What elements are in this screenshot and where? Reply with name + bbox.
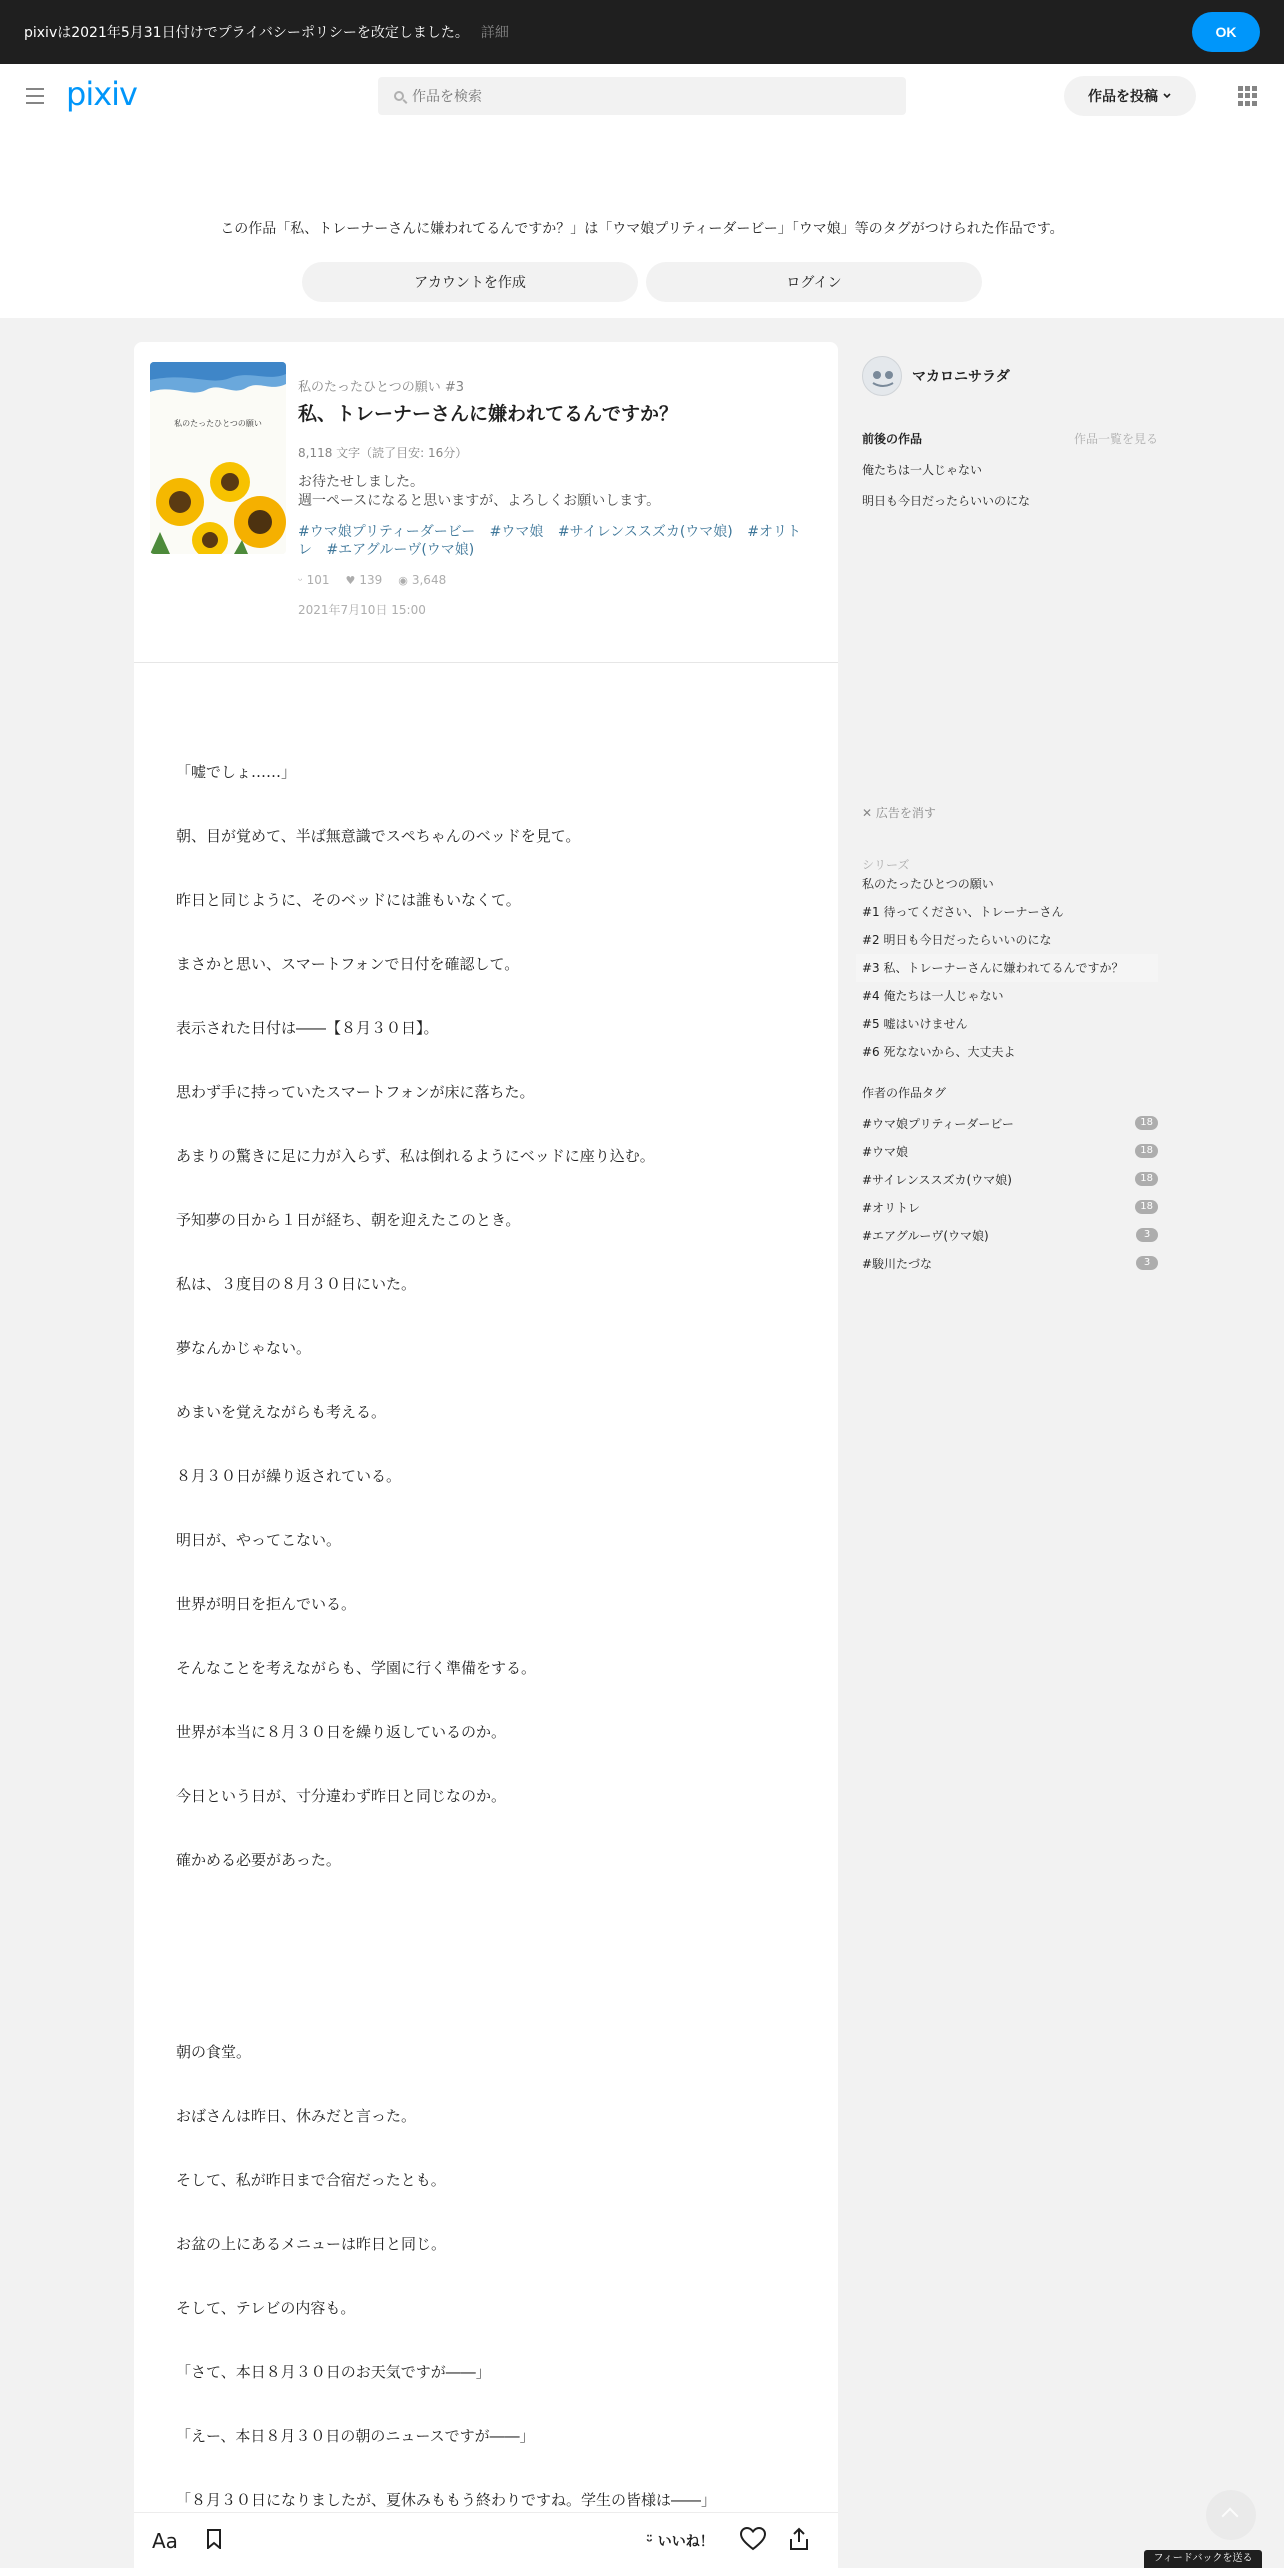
body-paragraph: 世界が本当に８月３０日を繰り返しているのか。 <box>176 1723 507 1741</box>
see-all-works-link[interactable]: 作品一覧を見る <box>1073 432 1158 446</box>
share-icon[interactable] <box>788 2527 810 2551</box>
post-work-button[interactable] <box>1064 76 1196 116</box>
author-tag-item[interactable] <box>862 1165 1158 1193</box>
author-tag-item[interactable] <box>862 1193 1158 1221</box>
tag-link[interactable]: #ウマ娘プリティーダービー <box>298 524 476 540</box>
body-paragraph: 「えー、本日８月３０日の朝のニュースですが――」 <box>176 2427 535 2445</box>
body-paragraph: そして、私が昨日まで合宿だったとも。 <box>176 2171 446 2189</box>
body-paragraph: 明日が、やってこない。 <box>176 1531 342 1549</box>
font-settings-button[interactable]: Aa <box>152 2529 178 2553</box>
tag-name: #エアグルーヴ(ウマ娘) <box>862 1228 989 1243</box>
adjacent-works-title: 前後の作品 <box>862 432 923 446</box>
series-episode-link[interactable]: #4 俺たちは一人じゃない <box>862 989 1004 1003</box>
tag-name: #サイレンススズカ(ウマ娘) <box>862 1172 1012 1187</box>
tag-count-badge: 3 <box>1136 1256 1158 1270</box>
work-caption <box>298 473 818 511</box>
body-paragraph: 表示された日付は――【８月３０日】。 <box>176 1019 439 1037</box>
body-paragraph: 「８月３０日になりましたが、夏休みももう終わりですね。学生の皆様は――」 <box>176 2491 717 2509</box>
notice-ok-button[interactable]: OK <box>1192 12 1260 52</box>
body-paragraph: 「さて、本日８月３０日のお天気ですが――」 <box>176 2363 491 2381</box>
author-tag-item[interactable] <box>862 1137 1158 1165</box>
author-tag-item[interactable] <box>862 1249 1158 1277</box>
notice-text: pixivは2021年5月31日付けでプライバシーポリシーを改定しました。 <box>24 25 469 41</box>
apps-grid-icon[interactable] <box>1238 86 1258 106</box>
work-tags <box>298 523 818 559</box>
divider <box>134 662 838 663</box>
series-title-link[interactable]: 私のたったひとつの願い #3 <box>298 380 465 395</box>
body-paragraph: 夢なんかじゃない。 <box>176 1339 312 1357</box>
sunflower-illustration <box>150 362 286 554</box>
caption-line: 週一ペースになると思いますが、よろしくお願いします。 <box>298 493 661 509</box>
char-count: 8,118 文字（読了目安: 16分） <box>298 446 468 460</box>
body-paragraph: 昨日と同じように、そのベッドには誰もいなくて。 <box>176 891 521 909</box>
signup-banner <box>0 128 1284 318</box>
body-paragraph: 今日という日が、寸分違わず昨日と同じなのか。 <box>176 1787 507 1805</box>
svg-text:私のたったひとつの願い: 私のたったひとつの願い <box>174 419 262 428</box>
tag-count-badge: 18 <box>1135 1144 1158 1158</box>
tag-name: #オリトレ <box>862 1200 921 1215</box>
close-icon: ✕ <box>862 806 876 820</box>
tag-name: #駿川たづな <box>862 1256 933 1271</box>
body-paragraph: そんなことを考えながらも、学園に行く準備をする。 <box>176 1659 537 1677</box>
tag-name: #ウマ娘 <box>862 1144 909 1159</box>
series-episode-current[interactable]: #3 私、トレーナーさんに嫌われてるんですか？ <box>856 954 1158 982</box>
chevron-down-icon <box>1162 91 1172 101</box>
series-label: シリーズ <box>862 858 910 872</box>
novel-body <box>176 762 796 2554</box>
author-tag-item[interactable] <box>862 1221 1158 1249</box>
tag-count-badge: 18 <box>1135 1172 1158 1186</box>
tag-link[interactable]: #エアグルーヴ(ウマ娘) <box>326 542 475 558</box>
smile-icon: ᵕ̈ <box>646 2534 658 2550</box>
body-paragraph: 「嘘でしょ……」 <box>176 763 297 781</box>
site-header <box>0 64 1284 128</box>
feedback-button[interactable]: フィードバックを送る <box>1144 2550 1262 2568</box>
series-episode-link[interactable]: #6 死なないから、大丈夫よ <box>862 1045 1016 1059</box>
like-label: いいね！ <box>657 2534 714 2550</box>
sidebar <box>862 356 1158 1271</box>
adjacent-works-header <box>862 430 1158 447</box>
work-title: 私、トレーナーさんに嫌われてるんですか？ <box>298 403 679 425</box>
work-meta <box>298 376 818 618</box>
novel-main-card <box>134 342 838 2568</box>
body-paragraph: 思わず手に持っていたスマートフォンが床に落ちた。 <box>176 1083 535 1101</box>
body-paragraph: まさかと思い、スマートフォンで日付を確認して。 <box>176 955 520 973</box>
like-button[interactable] <box>646 2531 714 2551</box>
tag-link[interactable]: #サイレンススズカ(ウマ娘) <box>557 524 733 540</box>
series-episode-link[interactable]: #1 待ってください、トレーナーさん <box>862 905 1064 919</box>
author-profile[interactable] <box>862 356 1158 396</box>
body-paragraph: ８月３０日が繰り返されている。 <box>176 1467 402 1485</box>
create-account-button[interactable]: アカウントを作成 <box>302 262 638 302</box>
work-stats <box>298 573 818 587</box>
notice-detail-link[interactable]: 詳細 <box>480 25 509 41</box>
body-paragraph: あまりの驚きに足に力が入らず、私は倒れるようにベッドに座り込む。 <box>176 1147 655 1165</box>
body-paragraph: 朝の食堂。 <box>176 2043 252 2061</box>
body-paragraph: 私は、３度目の８月３０日にいた。 <box>176 1275 417 1293</box>
author-tags-box <box>862 1084 1158 1277</box>
search-input[interactable] <box>412 88 872 104</box>
body-paragraph: 世界が明日を拒んでいる。 <box>176 1595 357 1613</box>
tag-link[interactable]: #ウマ娘 <box>489 524 544 540</box>
hide-ads-label: 広告を消す <box>875 806 936 820</box>
bookmark-icon[interactable] <box>206 2529 222 2549</box>
tag-name: #ウマ娘プリティーダービー <box>862 1116 1014 1131</box>
search-icon <box>394 91 404 101</box>
tag-link[interactable]: #オリトレ <box>298 524 801 558</box>
post-work-label: 作品を投稿 <box>1088 89 1158 105</box>
series-name-link[interactable]: 私のたったひとつの願い <box>862 877 994 891</box>
author-name[interactable]: マカロニサラダ <box>912 369 1010 385</box>
series-box <box>862 856 1158 1066</box>
search-box[interactable] <box>378 77 906 115</box>
hide-ads-link[interactable] <box>862 804 936 821</box>
tag-count-badge: 3 <box>1136 1228 1158 1242</box>
body-paragraph: お盆の上にあるメニューは昨日と同じ。 <box>176 2235 447 2253</box>
like-count: 101 <box>306 573 330 587</box>
author-tags-title: 作者の作品タグ <box>862 1086 947 1100</box>
body-paragraph: そして、テレビの内容も。 <box>176 2299 356 2317</box>
view-count: 3,648 <box>411 573 447 587</box>
next-work-link[interactable]: 俺たちは一人じゃない <box>862 463 983 477</box>
author-tag-item[interactable] <box>862 1109 1158 1137</box>
login-button[interactable]: ログイン <box>646 262 982 302</box>
body-paragraph: 予知夢の日から１日が経ち、朝を迎えたこのとき。 <box>176 1211 521 1229</box>
avatar[interactable] <box>862 356 902 396</box>
body-paragraph: おばさんは昨日、休みだと言った。 <box>176 2107 417 2125</box>
heart-icon: ♥ <box>345 574 356 587</box>
pixiv-logo[interactable]: pixiv <box>66 75 137 113</box>
banner-message: この作品「私、トレーナーさんに嫌われてるんですか？」は「ウマ娘プリティーダービー」「ウマ娘」等のタグがつけられた作品です。 <box>220 221 1064 237</box>
privacy-notice-bar <box>0 0 1284 64</box>
scroll-to-top-button[interactable] <box>1206 2490 1256 2540</box>
tag-count-badge: 18 <box>1135 1200 1158 1214</box>
caption-line: お待たせしました。 <box>298 474 424 490</box>
cover-image[interactable] <box>150 362 286 554</box>
tag-count-badge: 18 <box>1135 1116 1158 1130</box>
reader-toolbar <box>134 2512 838 2568</box>
bookmark-count: 139 <box>359 573 383 587</box>
smile-icon: ᵕ <box>298 574 303 587</box>
eye-icon: ◉ <box>398 574 408 587</box>
prev-work-link[interactable]: 明日も今日だったらいいのにな <box>862 494 1031 508</box>
body-paragraph: 朝、目が覚めて、半ば無意識でスペちゃんのベッドを見て。 <box>176 827 581 845</box>
post-date: 2021年7月10日 15:00 <box>298 603 426 617</box>
hamburger-menu-icon[interactable] <box>26 88 44 104</box>
series-episode-link[interactable]: #2 明日も今日だったらいいのにな <box>862 933 1052 947</box>
body-paragraph <box>176 1978 796 2042</box>
series-episode-link[interactable]: #5 嘘はいけません <box>862 1017 968 1031</box>
heart-icon[interactable] <box>740 2527 766 2551</box>
body-paragraph: めまいを覚えながらも考える。 <box>176 1403 387 1421</box>
body-paragraph: 確かめる必要があった。 <box>176 1851 341 1869</box>
